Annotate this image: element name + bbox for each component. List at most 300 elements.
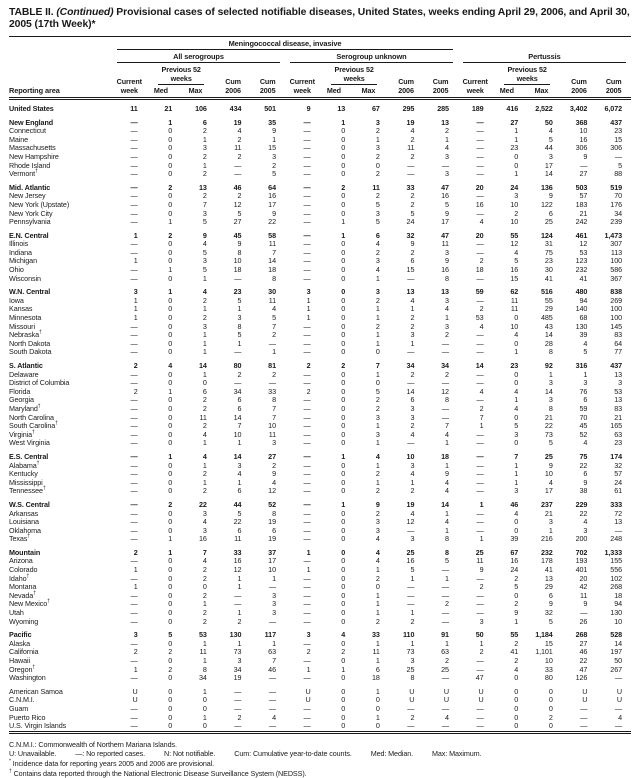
value-cell: 21 [614,412,622,422]
value-cell: 113 [610,247,622,257]
value-cell: 1 [237,573,242,583]
value-cell: 4 [410,508,415,518]
value-cell: U [616,695,622,705]
value-cell: 14 [614,638,622,648]
value-cell: — [614,151,622,161]
value-cell: 0 [341,330,346,340]
reporting-area-cell: C.N.M.I. [9,695,35,705]
value-cell: — [580,703,588,713]
value-cell: 0 [341,143,346,153]
value-cell: 6 [548,208,553,218]
value-cell: 9 [445,208,449,218]
table-row [9,323,631,332]
value-cell: 0 [202,378,207,388]
value-cell: 0 [341,565,346,575]
value-cell: 0 [341,273,346,283]
value-cell: U [582,686,588,696]
value-cell: 2 [445,656,449,665]
value-cell: 0 [341,338,346,348]
value-cell: 0 [168,712,173,722]
value-cell: 10 [510,217,519,227]
value-cell: 1 [341,217,346,227]
value-cell: 3 [272,151,276,161]
value-cell: 23 [614,126,622,136]
table-row [9,331,631,340]
reporting-area-cell: Connecticut [9,126,46,136]
value-cell: 4 [445,712,449,722]
value-cell: 11 [268,239,276,249]
value-cell: 25 [406,664,415,674]
value-cell: 52 [579,429,588,439]
max-header-2: Max [354,85,389,99]
value-cell: 11 [199,412,207,422]
value-cell: 155 [610,556,622,566]
value-cell: 285 [437,103,449,113]
value-cell: 2 [410,616,415,626]
value-cell: 2 [133,547,138,557]
value-cell: 0 [341,247,346,257]
value-cell: 21 [544,508,553,518]
value-cell: 0 [168,460,173,470]
value-cell: 307 [610,239,622,249]
value-cell: 4 [341,630,346,640]
value-cell: 3 [375,429,380,439]
value-cell: 1 [375,338,380,348]
value-cell: 0 [341,477,346,487]
value-cell: 0 [341,517,346,527]
value-cell: 3 [375,256,380,266]
value-cell: — [580,160,588,170]
value-cell: 2 [168,664,173,674]
value-cell: 0 [341,395,346,405]
value-cell: 0 [341,616,346,626]
value-cell: 27 [510,117,519,127]
value-cell: — [303,143,311,153]
value-cell: 9 [375,499,380,509]
value-cell: 0 [168,330,173,340]
value-cell: 1 [375,273,380,283]
value-cell: 1 [202,304,207,314]
table-row [9,479,631,488]
value-cell: 1 [375,313,380,323]
previous-52-weeks-header-2: Previous 52 weeks [320,63,389,85]
value-cell: 7 [272,656,276,665]
value-cell: — [130,378,138,388]
value-cell: 519 [610,182,622,192]
value-cell: 3 [202,208,207,218]
table-row [9,388,631,397]
value-cell: 2 [168,182,173,192]
value-cell: 14 [233,412,242,422]
value-cell: 516 [541,287,553,297]
value-cell: 268 [575,630,588,640]
value-cell: 556 [610,565,622,575]
table-row [9,575,631,584]
value-cell: 11 [268,429,276,439]
value-cell: 0 [168,256,173,266]
value-cell: 2 [375,616,380,626]
value-cell: 8 [445,534,449,544]
value-cell: 33 [233,547,242,557]
reporting-area-cell: Iowa [9,295,24,305]
reporting-area-cell: New York (Upstate) [9,199,70,209]
value-cell: — [441,565,449,575]
value-cell: — [476,486,484,496]
value-cell: — [303,347,311,357]
value-cell: 38 [579,486,588,496]
value-cell: 1 [168,217,173,227]
table-row [9,114,631,128]
table-row [9,218,631,227]
value-cell: 130 [229,630,242,640]
table-row [9,518,631,527]
value-cell: 10 [233,256,242,266]
value-cell: 1 [514,134,519,144]
value-cell: 81 [268,361,276,370]
value-cell: 0 [514,412,519,422]
value-cell: 0 [341,638,346,648]
value-cell: 1 [133,304,138,314]
value-cell: 2 [272,330,276,340]
value-cell: 367 [610,273,622,283]
value-cell: 11 [234,143,242,153]
value-cell: 0 [168,565,173,575]
value-cell: 11 [372,647,380,657]
value-cell: 1 [375,656,380,665]
value-cell: — [130,590,138,600]
value-cell: 145 [610,321,622,331]
value-cell: 18 [614,590,622,600]
value-cell: 0 [341,656,346,665]
value-cell: 437 [610,361,622,370]
value-cell: 63 [268,647,276,657]
reporting-area-cell: Wisconsin [9,273,41,283]
table-row [9,357,631,371]
value-cell: 10 [510,199,519,209]
value-cell: 0 [168,143,173,153]
value-cell: — [441,338,449,348]
value-cell: 94 [579,295,588,305]
value-cell: 13 [544,573,553,583]
value-cell: 6 [410,256,415,266]
reporting-area-cell: Nevada† [9,590,36,600]
value-cell: U [409,695,415,705]
value-cell: 1 [133,295,138,305]
table-row [9,127,631,136]
value-cell: 4 [583,517,588,527]
value-cell: — [303,199,311,209]
value-cell: — [130,517,138,527]
table-row [9,240,631,249]
value-cell: 0 [341,169,346,179]
value-cell: 1 [202,134,207,144]
value-cell: 4 [445,304,449,314]
reporting-area-cell: District of Columbia [9,378,70,388]
value-cell: — [303,369,311,379]
value-cell: — [476,508,484,518]
table-row [9,544,631,558]
value-cell: 2 [410,134,415,144]
value-cell: 16 [198,534,207,544]
value-cell: 110 [403,630,415,640]
value-cell: 140 [575,304,588,314]
table-row [9,487,631,496]
value-cell: 0 [168,656,173,665]
value-cell: — [303,656,311,665]
value-cell: — [476,517,484,527]
value-cell: 4 [237,469,242,479]
value-cell: 1 [445,460,449,470]
value-cell: 9 [583,477,588,487]
value-cell: — [476,525,484,535]
value-cell: — [476,608,484,618]
value-cell: 2 [168,230,173,240]
value-cell: 9 [445,256,449,266]
value-cell: 62 [510,287,519,297]
value-cell: 16 [510,265,519,275]
value-cell: 0 [548,686,553,696]
table-row [9,275,631,284]
value-cell: 34 [233,664,242,674]
value-cell: — [303,403,311,413]
value-cell: 0 [341,525,346,535]
value-cell: 0 [514,313,519,323]
reporting-area-cell: Puerto Rico [9,712,46,722]
value-cell: 45 [579,421,588,431]
value-cell: U [478,695,484,705]
value-cell: 16 [406,556,415,566]
value-cell: 4 [202,239,207,249]
value-cell: 2 [375,321,380,331]
value-cell: 5 [202,217,207,227]
value-cell: 2 [410,421,415,431]
table-row [9,657,631,666]
value-cell: 2,522 [535,103,553,113]
value-cell: 2 [202,403,207,413]
value-cell: 4 [514,247,519,257]
value-cell: 8 [272,508,276,518]
value-cell: 11 [199,647,207,657]
value-cell: 18 [233,265,242,275]
value-cell: 2 [272,160,276,170]
value-cell: 0 [168,378,173,388]
value-cell: 41 [544,273,553,283]
value-cell: 2 [375,395,380,405]
reporting-area-cell: Indiana [9,247,32,257]
value-cell: 19 [268,517,276,527]
value-cell: — [130,208,138,218]
table-row [9,566,631,575]
value-cell: 1 [237,338,242,348]
value-cell: 83 [614,330,622,340]
value-cell: 5 [375,386,380,396]
value-cell: 3 [237,460,242,470]
value-cell: 5 [272,169,276,179]
value-cell: 1 [410,477,415,487]
value-cell: 0 [168,169,173,179]
value-cell: — [303,556,311,566]
table-row [9,592,631,601]
value-cell: — [476,599,484,609]
value-cell: 2 [306,361,311,370]
value-cell: — [441,616,449,626]
value-cell: — [268,721,276,731]
value-cell: — [130,143,138,153]
value-cell: 4 [445,486,449,496]
value-cell: — [614,721,622,731]
value-cell: 3 [445,321,449,331]
value-cell: 33 [406,182,415,192]
value-cell: 12 [579,239,588,249]
value-cell: 34 [614,208,622,218]
table-row [9,696,631,705]
value-cell: 4 [514,664,519,674]
value-cell: 9 [445,469,449,479]
value-cell: 3 [410,330,415,340]
value-cell: 0 [168,126,173,136]
value-cell: — [407,160,415,170]
value-cell: 0 [341,403,346,413]
value-cell: 1 [306,313,311,323]
value-cell: 5 [548,134,553,144]
value-cell: 25 [441,664,449,674]
value-cell: 1 [133,582,138,592]
reporting-area-cell: Pacific [9,630,32,640]
table-row [9,153,631,162]
value-cell: — [303,230,311,240]
value-cell: — [303,208,311,218]
reporting-area-cell: Maryland† [9,403,41,413]
value-cell: 1 [202,638,207,648]
value-cell: 3 [410,656,415,665]
value-cell: 174 [610,451,622,461]
value-cell: 5 [237,295,242,305]
value-cell: — [130,369,138,379]
value-cell: 14 [544,386,553,396]
table-row [9,201,631,210]
value-cell: — [303,330,311,340]
value-cell: 306 [575,143,588,153]
value-cell: 1 [514,477,519,487]
value-cell: 0 [168,638,173,648]
table-row [9,371,631,380]
reporting-area-cell: Missouri [9,321,35,331]
table-row [9,600,631,609]
value-cell: 3 [410,460,415,470]
value-cell: 1 [306,547,311,557]
value-cell: 50 [614,656,622,665]
value-cell: 7 [272,247,276,257]
value-cell: U [132,695,138,705]
reporting-area-cell: American Samoa [9,686,63,696]
value-cell: 178 [541,556,553,566]
table-row [9,705,631,714]
value-cell: 10 [544,656,553,665]
value-cell: 20 [579,573,588,583]
value-cell: 1 [445,525,449,535]
value-cell: 2 [548,712,553,722]
value-cell: 5 [202,265,207,275]
value-cell: 63 [614,429,622,439]
value-cell: 1 [168,386,173,396]
value-cell: 0 [168,403,173,413]
value-cell: — [130,438,138,448]
value-cell: — [234,599,242,609]
value-cell: 11 [234,534,242,544]
value-cell: 75 [579,451,588,461]
value-cell: 2 [202,126,207,136]
value-cell: 34 [198,673,207,683]
table-row [9,249,631,258]
value-cell: 1 [375,421,380,431]
value-cell: — [476,395,484,405]
value-cell: 586 [610,265,622,275]
value-cell: 17 [441,217,449,227]
value-cell: 1 [237,638,242,648]
value-cell: — [303,469,311,479]
value-cell: 33 [544,664,553,674]
med-header-3: Med [493,85,528,99]
value-cell: 2 [202,590,207,600]
reporting-area-cell: Arizona [9,556,33,566]
value-cell: — [303,534,311,544]
value-cell: — [303,721,311,731]
value-cell: 47 [475,673,484,683]
value-cell: — [476,151,484,161]
reporting-area-cell: Colorado [9,565,38,575]
value-cell: 702 [575,547,588,557]
value-cell: 25 [544,451,553,461]
value-cell: — [441,703,449,713]
value-cell: 1 [548,369,553,379]
value-cell: 1,184 [535,630,553,640]
value-cell: 117 [264,630,276,640]
value-cell: 5 [410,208,415,218]
value-cell: 189 [471,103,484,113]
value-cell: 0 [341,599,346,609]
value-cell: — [441,347,449,357]
value-cell: 0 [168,151,173,161]
value-cell: 2 [514,208,519,218]
value-cell: 3 [514,486,519,496]
value-cell: 13 [614,395,622,405]
value-cell: — [234,721,242,731]
value-cell: 6 [548,590,553,600]
table-row [9,98,631,113]
pertussis-header: Pertussis [458,50,631,63]
value-cell: 12 [233,565,242,575]
reporting-area-cell: Mississippi [9,477,43,487]
value-cell: 1 [272,573,276,583]
value-cell: 21 [579,208,588,218]
value-cell: 5 [202,247,207,257]
value-cell: 100 [610,313,622,323]
value-cell: — [407,438,415,448]
value-cell: 0 [168,134,173,144]
value-cell: 3 [375,525,380,535]
value-cell: 2 [133,386,138,396]
value-cell: — [407,273,415,283]
value-cell: 46 [510,499,519,509]
value-cell: 24 [614,477,622,487]
value-cell: U [132,686,138,696]
value-cell: 1 [202,338,207,348]
value-cell: 1 [514,126,519,136]
value-cell: — [130,412,138,422]
value-cell: 1 [306,304,311,314]
value-cell: 232 [575,265,588,275]
value-cell: 7 [272,321,276,331]
